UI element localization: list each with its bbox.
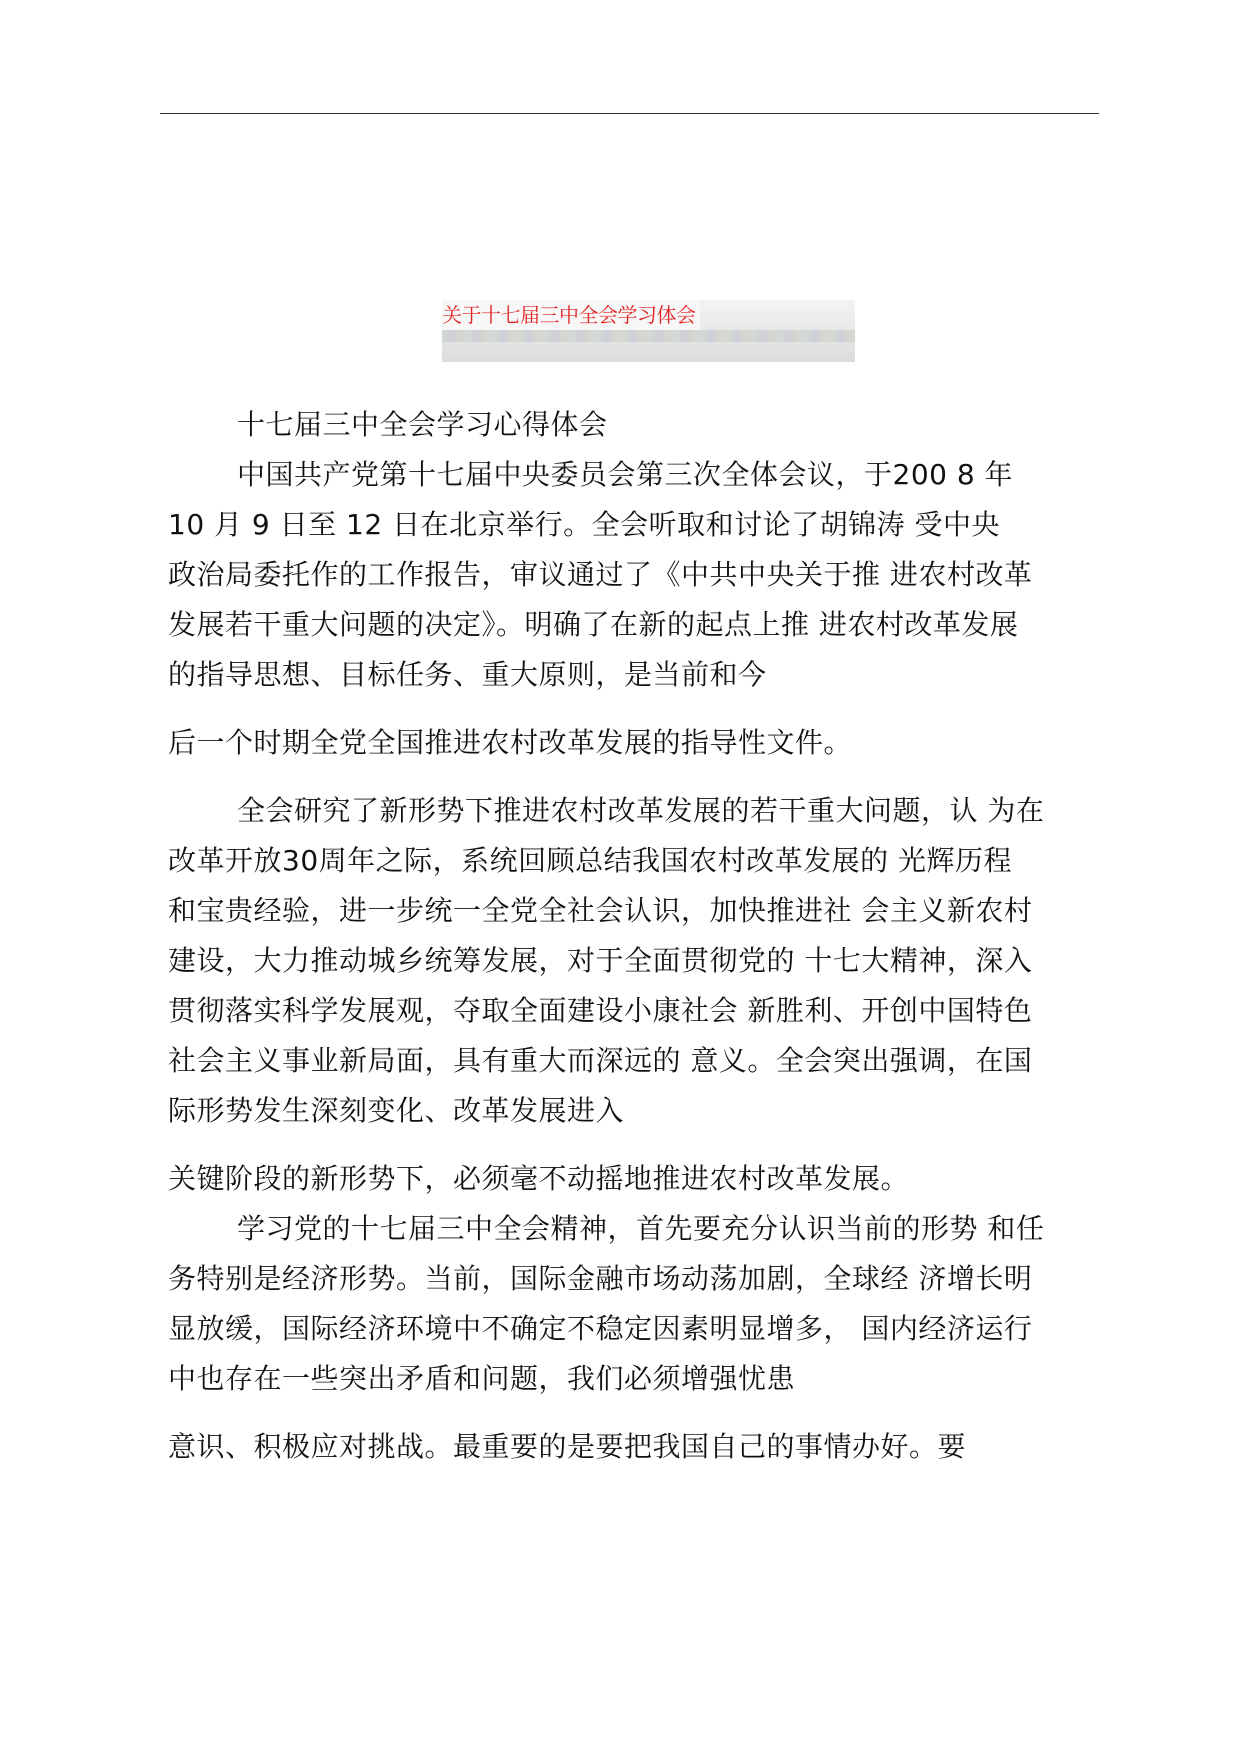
paragraph-1-end: 后一个时期全党全国推进农村改革发展的指导性文件。 [168, 726, 853, 759]
paragraph-line: 显放缓，国际经济环境中不确定不稳定因素明显增多， 国内经济运行 [168, 1312, 1033, 1345]
banner-image [442, 300, 855, 362]
paragraph-line: 改革开放30周年之际，系统回顾总结我国农村改革发展的 光辉历程 [168, 844, 1013, 877]
paragraph-line: 务特别是经济形势。当前，国际金融市场动荡加剧，全球经 济增长明 [168, 1262, 1033, 1295]
paragraph-line: 10 月 9 日至 12 日在北京举行。全会听取和讨论了胡锦涛 受中央 [168, 508, 1000, 541]
paragraph-line: 全会研究了新形势下推进农村改革发展的若干重大问题，认 为在 [237, 794, 1045, 827]
paragraph-2-end: 关键阶段的新形势下，必须毫不动摇地推进农村改革发展。 [168, 1162, 910, 1195]
banner-title: 关于十七届三中全会学习体会 [442, 300, 700, 330]
paragraph-line: 社会主义事业新局面，具有重大而深远的 意义。全会突出强调，在国 [168, 1044, 1033, 1077]
paragraph-1 [168, 450, 1088, 700]
paragraph-line: 中也存在一些突出矛盾和问题，我们必须增强忧患 [168, 1362, 796, 1395]
paragraph-3-end: 意识、积极应对挑战。最重要的是要把我国自己的事情办好。要 [168, 1430, 967, 1463]
paragraph-2 [168, 786, 1088, 1136]
paragraph-line: 学习党的十七届三中全会精神，首先要充分认识当前的形势 和任 [237, 1212, 1045, 1245]
paragraph-3 [168, 1204, 1088, 1404]
banner-decorative-strip [442, 330, 855, 342]
document-body [168, 400, 1088, 1472]
paragraph-line: 建设，大力推动城乡统筹发展，对于全面贯彻党的 十七大精神，深入 [168, 944, 1033, 977]
paragraph-line: 中国共产党第十七届中央委员会第三次全体会议，于200 8 年 [237, 458, 1014, 491]
paragraph-line: 际形势发生深刻变化、改革发展进入 [168, 1094, 625, 1127]
header-divider [160, 113, 1099, 114]
paragraph-line: 政治局委托作的工作报告，审议通过了《中共中央关于推 进农村改革 [168, 558, 1033, 591]
paragraph-line: 的指导思想、目标任务、重大原则，是当前和今 [168, 658, 767, 691]
document-heading: 十七届三中全会学习心得体会 [237, 408, 608, 441]
paragraph-line: 和宝贵经验，进一步统一全党全社会认识，加快推进社 会主义新农村 [168, 894, 1033, 927]
paragraph-line: 贯彻落实科学发展观，夺取全面建设小康社会 新胜利、开创中国特色 [168, 994, 1033, 1027]
paragraph-line: 发展若干重大问题的决定》。明确了在新的起点上推 进农村改革发展 [168, 608, 1019, 641]
